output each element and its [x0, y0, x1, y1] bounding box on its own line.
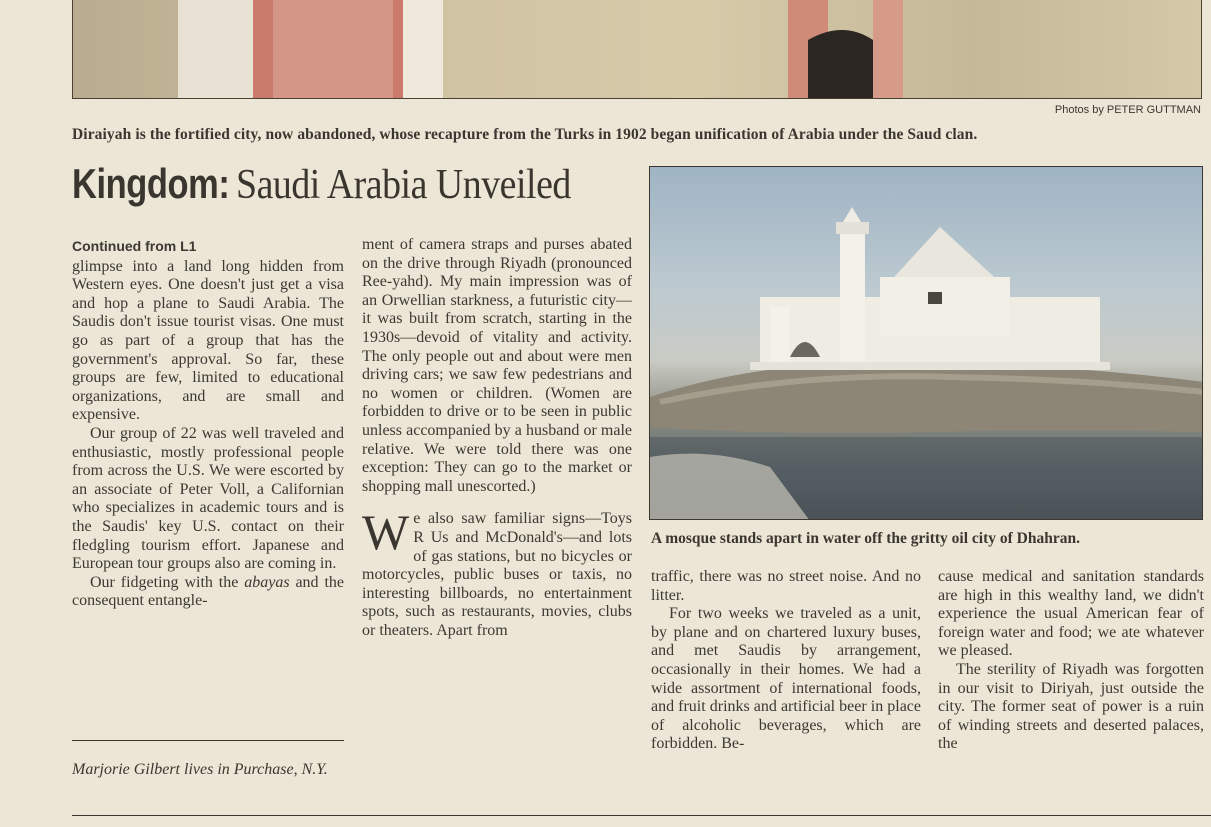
paragraph: glimpse into a land long hidden from Western eyes. One doesn't just get a visa and hop a plane to Saudi Arabia. The Saudis don't issue tourist visas. One must go as part of a group that has the government's approval. So far, these groups are few, limited to educational organizations, and are small and expensive.: [72, 257, 344, 424]
text-run: Our fidgeting with the: [90, 573, 245, 591]
paragraph: cause medical and sanitation standards are high in this wealthy land, we didn't experience the usual American fear of foreign water and food; we ate whatever we pleased.: [938, 568, 1204, 660]
article-column-3: [651, 568, 921, 754]
headline-kicker: Kingdom:: [72, 160, 230, 207]
bio-divider: [72, 740, 344, 741]
continued-from-label: Continued from L1: [72, 238, 197, 254]
drop-cap: W: [362, 504, 410, 561]
article-column-2: [362, 236, 632, 640]
paragraph: For two weeks we traveled as a unit, by plane and on chartered luxury buses, and met Saudis by arrangement, occasionally in their homes. We had a wide assortment of international foods, and fruit drinks and artificial beer in place of alcoholic beverages, which are forbidden. Be-: [651, 605, 921, 753]
page-bottom-rule: [72, 815, 1211, 816]
top-photo-figures: [73, 0, 1202, 99]
article-column-1: [72, 237, 344, 611]
headline-title: Saudi Arabia Unveiled: [235, 162, 571, 208]
author-bio: Marjorie Gilbert lives in Purchase, N.Y.: [72, 761, 328, 778]
text-run: and the consequent entangle-: [72, 573, 345, 610]
top-photo-caption: Diraiyah is the fortified city, now abandoned, whose recapture from the Turks in 1902 began unification of Arabia under the Saud clan.: [72, 126, 978, 143]
top-photo: [72, 0, 1202, 99]
mosque-illustration: [650, 167, 1203, 520]
paragraph: [72, 574, 344, 611]
mosque-photo: [649, 166, 1203, 520]
mosque-photo-caption: A mosque stands apart in water off the gritty oil city of Dhahran.: [651, 530, 1080, 547]
paragraph: ment of camera straps and purses abated on the drive through Riyadh (pronounced Ree-yahd). My main impression was of an Orwellian starkness, a futuristic city—it was built from scratch, starting in the 1930s—devoid of vitality and activity. The only people out and about were men driving cars; we saw few pedestrians and no women or children. (Women are forbidden to drive or to be seen in public unless accompanied by a husband or male relative. We were told there was one exception: They can go to the market or shopping mall unescorted.): [362, 236, 632, 495]
headline: [72, 160, 608, 209]
photo-credit: Photos by PETER GUTTMAN: [1054, 104, 1201, 116]
text-run: e also saw familiar signs—Toys R Us and McDonald's—and lots of gas stations, but no bicycles or motorcycles, public buses or taxis, no interesting billboards, no entertainment spots, such as restaurants, movies, clubs or theaters. Apart from: [362, 510, 632, 639]
paragraph: traffic, there was no street noise. And no litter.: [651, 568, 921, 604]
article-column-4: [938, 568, 1204, 754]
paragraph: The sterility of Riyadh was forgotten in our visit to Diriyah, just outside the city. The former seat of power is a ruin of winding streets and deserted palaces, the: [938, 660, 1204, 753]
paragraph: Our group of 22 was well traveled and enthusiastic, mostly professional people from across the U.S. We were escorted by an associate of Peter Voll, a Californian who specializes in academic tours and is the Saudis' key U.S. contact on their fledgling tourism effort. Japanese and European tour groups also are coming in.: [72, 424, 344, 573]
emphasis: abayas: [244, 573, 290, 591]
paragraph: [362, 504, 632, 640]
